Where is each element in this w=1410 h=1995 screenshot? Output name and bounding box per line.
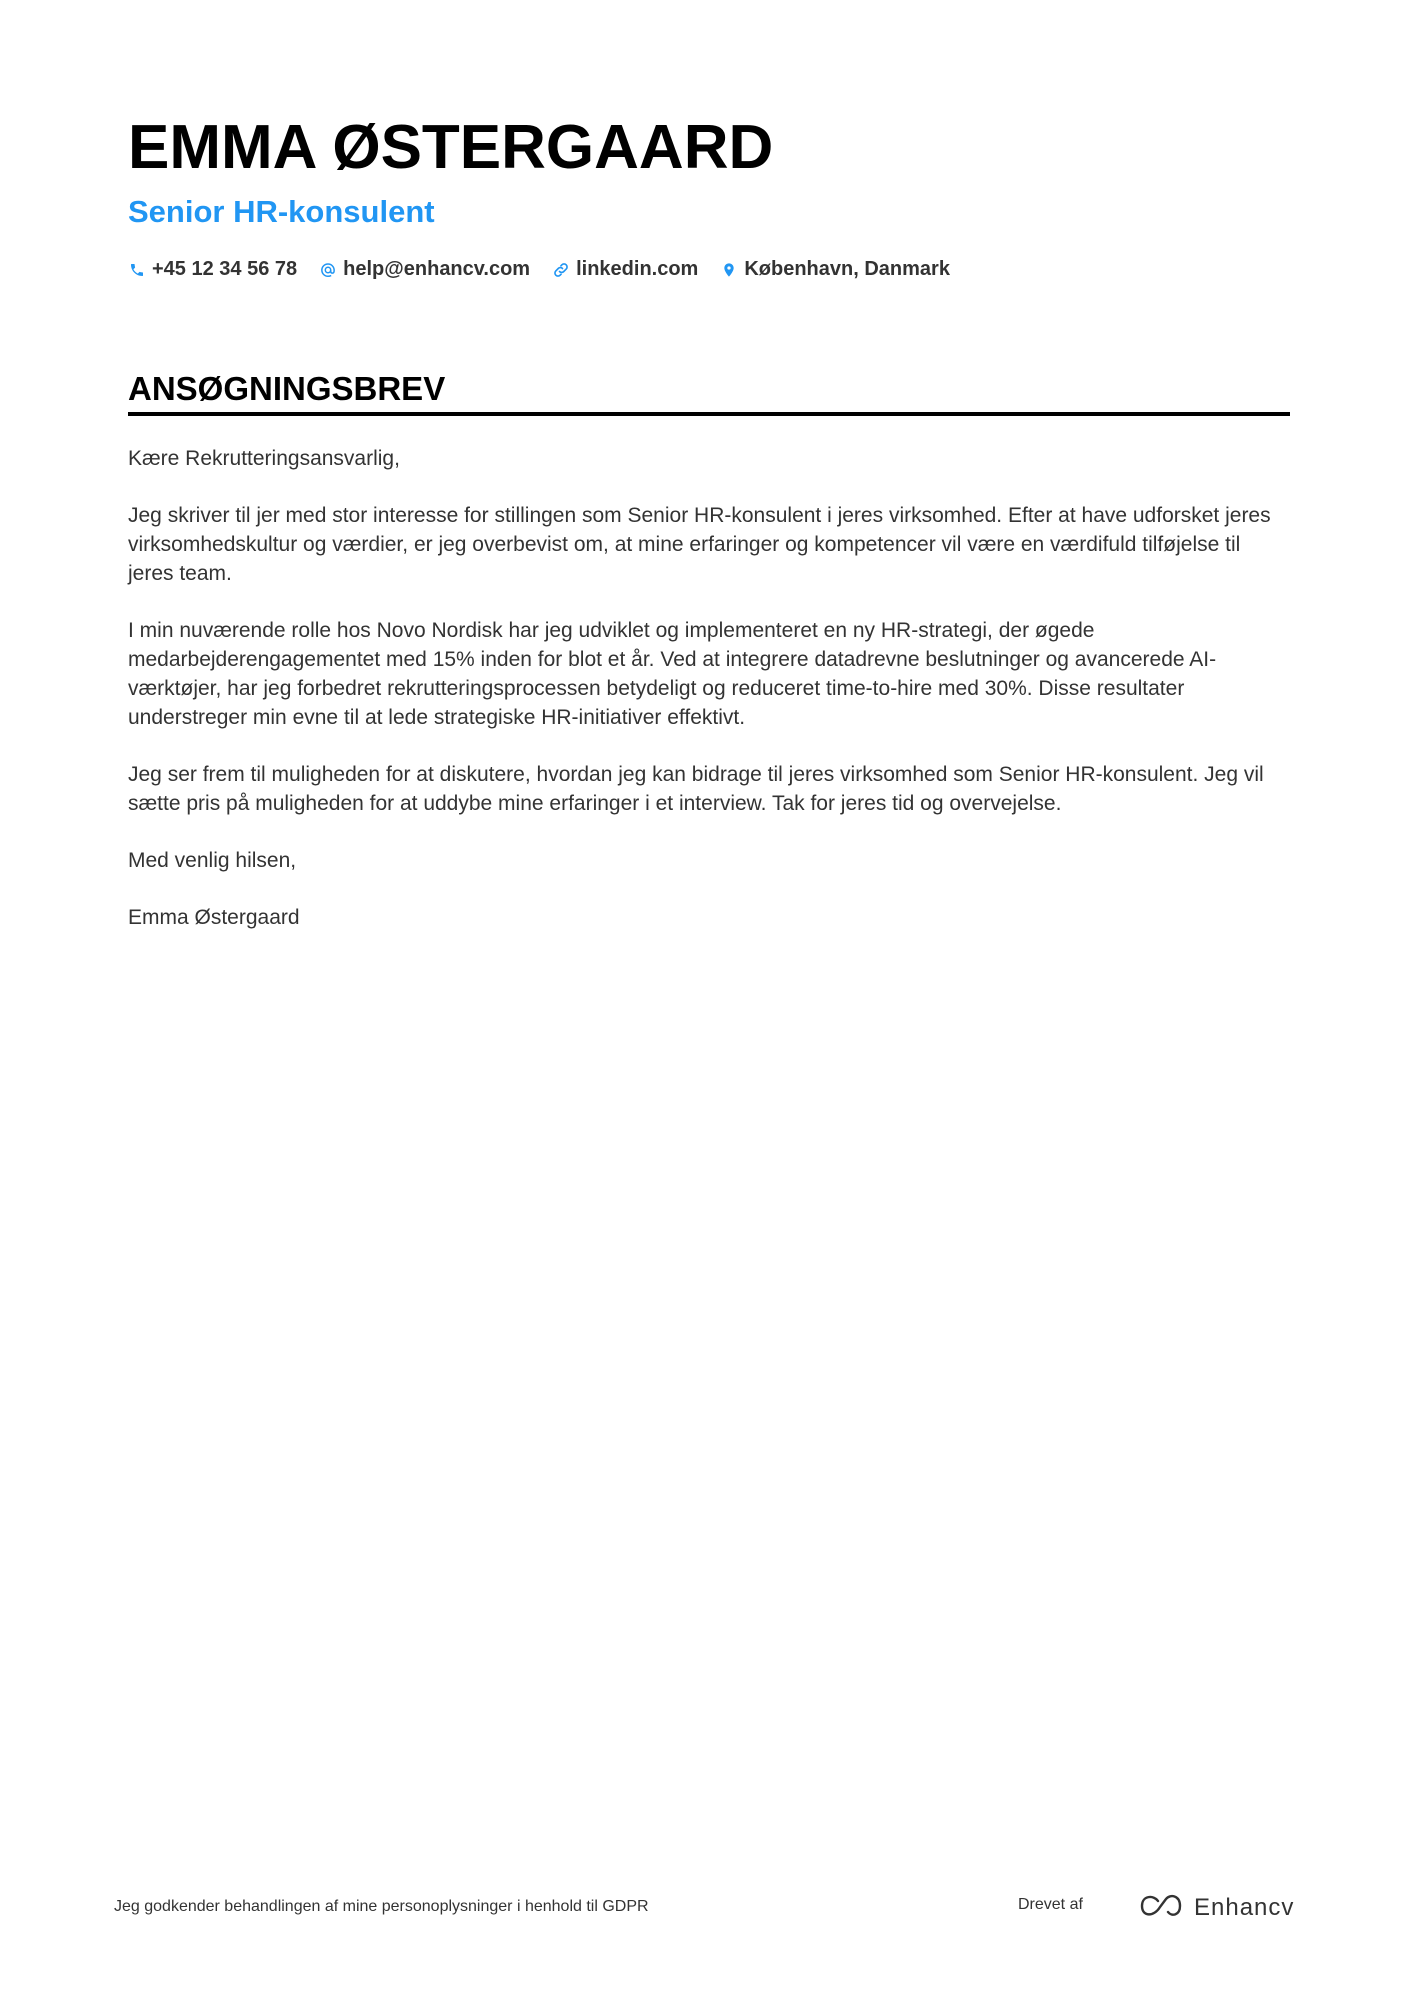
letter-paragraph: Jeg skriver til jer med stor interesse for stillingen som Senior HR-konsulent i jeres virksomhed. Efter at have udforsket jeres virksomhedskultur og værdier, er jeg overbevist om, at mine erfaringer og kompetencer vil være en værdifuld tilføjelse til jeres team. bbox=[128, 504, 1271, 585]
job-title: Senior HR-konsulent bbox=[128, 194, 435, 229]
footer bbox=[114, 1888, 1295, 1928]
link-icon bbox=[552, 261, 570, 279]
section-title: ANSØGNINGSBREV bbox=[128, 370, 446, 407]
enhancv-logo-icon bbox=[1138, 1893, 1184, 1924]
brand-name: Enhancv bbox=[1194, 1894, 1295, 1921]
gdpr-consent-text: Jeg godkender behandlingen af mine personoplysninger i henhold til GDPR bbox=[114, 1898, 649, 1915]
location-pin-icon bbox=[720, 261, 738, 279]
candidate-name: EMMA ØSTERGAARD bbox=[128, 113, 774, 182]
letter-signature: Emma Østergaard bbox=[128, 906, 300, 929]
phone-icon bbox=[128, 261, 146, 279]
at-icon bbox=[319, 261, 337, 279]
phone-text: +45 12 34 56 78 bbox=[152, 258, 298, 280]
linkedin-text[interactable]: linkedin.com bbox=[576, 258, 699, 280]
letter-paragraph: I min nuværende rolle hos Novo Nordisk har jeg udviklet og implementeret en ny HR-strategi, der øgede medarbejderengagementet med 15% inden for blot et år. Ved at integrere datadrevne beslutninger og avancerede AI-værktøjer, har jeg forbedret rekrutteringsprocessen betydeligt og reduceret time-to-hire med 30%. Disse resultater understreger min evne til at lede strategiske HR-initiativer effektivt. bbox=[128, 619, 1217, 729]
letter-closing: Med venlig hilsen, bbox=[128, 849, 297, 872]
contact-email bbox=[319, 258, 530, 281]
contact-location bbox=[720, 258, 950, 281]
contact-linkedin bbox=[552, 258, 698, 281]
contact-info bbox=[128, 258, 1290, 281]
header bbox=[128, 108, 1290, 281]
contact-phone bbox=[128, 258, 297, 281]
powered-by-label: Drevet af bbox=[1018, 1896, 1083, 1913]
cover-letter-section bbox=[128, 368, 1290, 960]
brand-logo[interactable] bbox=[1138, 1888, 1294, 1928]
section-divider bbox=[128, 412, 1290, 416]
letter-body bbox=[128, 444, 1290, 932]
letter-paragraph: Jeg ser frem til muligheden for at diskutere, hvordan jeg kan bidrage til jeres virksomhed som Senior HR-konsulent. Jeg vil sætte pris på muligheden for at uddybe mine erfaringer i et interview. Tak for jeres tid og overvejelse. bbox=[128, 763, 1264, 815]
letter-greeting: Kære Rekrutteringsansvarlig, bbox=[128, 447, 400, 470]
email-text[interactable]: help@enhancv.com bbox=[343, 258, 531, 280]
location-text: København, Danmark bbox=[744, 258, 950, 280]
